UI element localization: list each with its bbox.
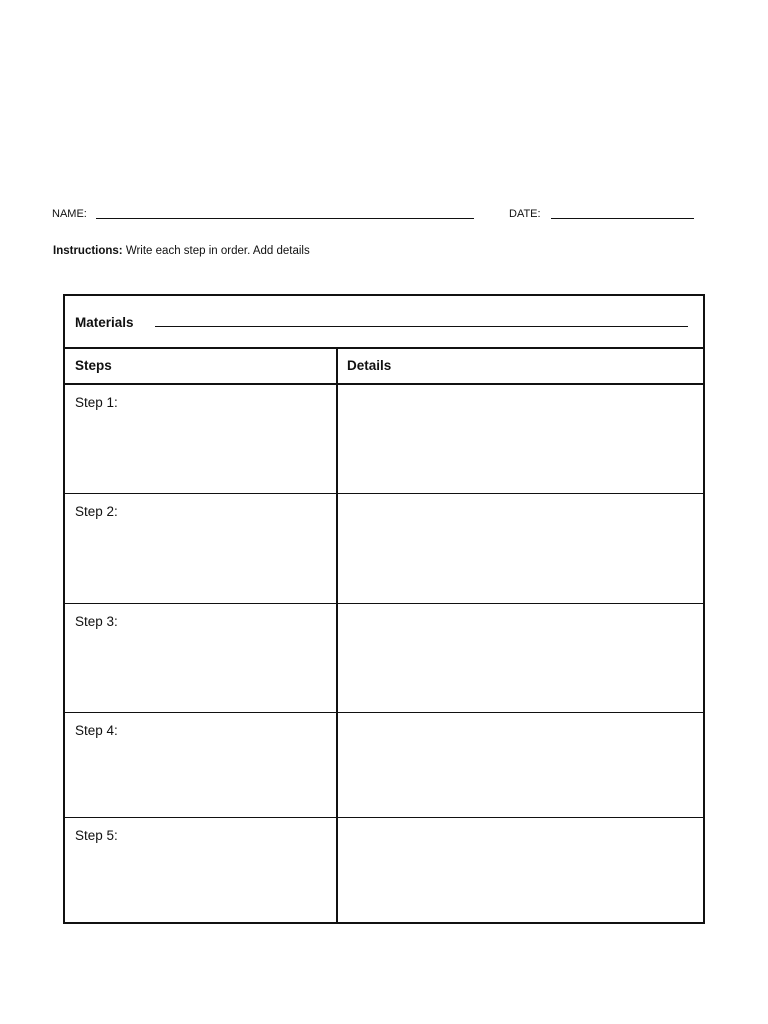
date-field[interactable] bbox=[551, 218, 694, 219]
step-label: Step 3: bbox=[75, 614, 118, 629]
column-header-row bbox=[65, 349, 703, 385]
materials-field[interactable] bbox=[155, 326, 688, 327]
step-label: Step 4: bbox=[75, 723, 118, 738]
steps-column-header: Steps bbox=[75, 358, 112, 373]
step-label: Step 1: bbox=[75, 395, 118, 410]
step-row-3 bbox=[65, 604, 703, 713]
step-label: Step 5: bbox=[75, 828, 118, 843]
header-row bbox=[0, 207, 768, 227]
step-row-4 bbox=[65, 713, 703, 818]
materials-label: Materials bbox=[75, 315, 134, 330]
date-label: DATE: bbox=[509, 208, 541, 220]
instructions-text: Write each step in order. Add details bbox=[122, 245, 310, 257]
materials-row bbox=[65, 296, 703, 349]
name-field[interactable] bbox=[96, 218, 474, 219]
worksheet-table bbox=[63, 294, 705, 924]
step-row-2 bbox=[65, 494, 703, 604]
name-label: NAME: bbox=[52, 208, 87, 220]
step-row-1 bbox=[65, 385, 703, 494]
instructions bbox=[53, 244, 310, 259]
instructions-label: Instructions: bbox=[53, 245, 123, 257]
step-row-5 bbox=[65, 818, 703, 922]
details-column-header: Details bbox=[347, 358, 392, 373]
step-label: Step 2: bbox=[75, 504, 118, 519]
